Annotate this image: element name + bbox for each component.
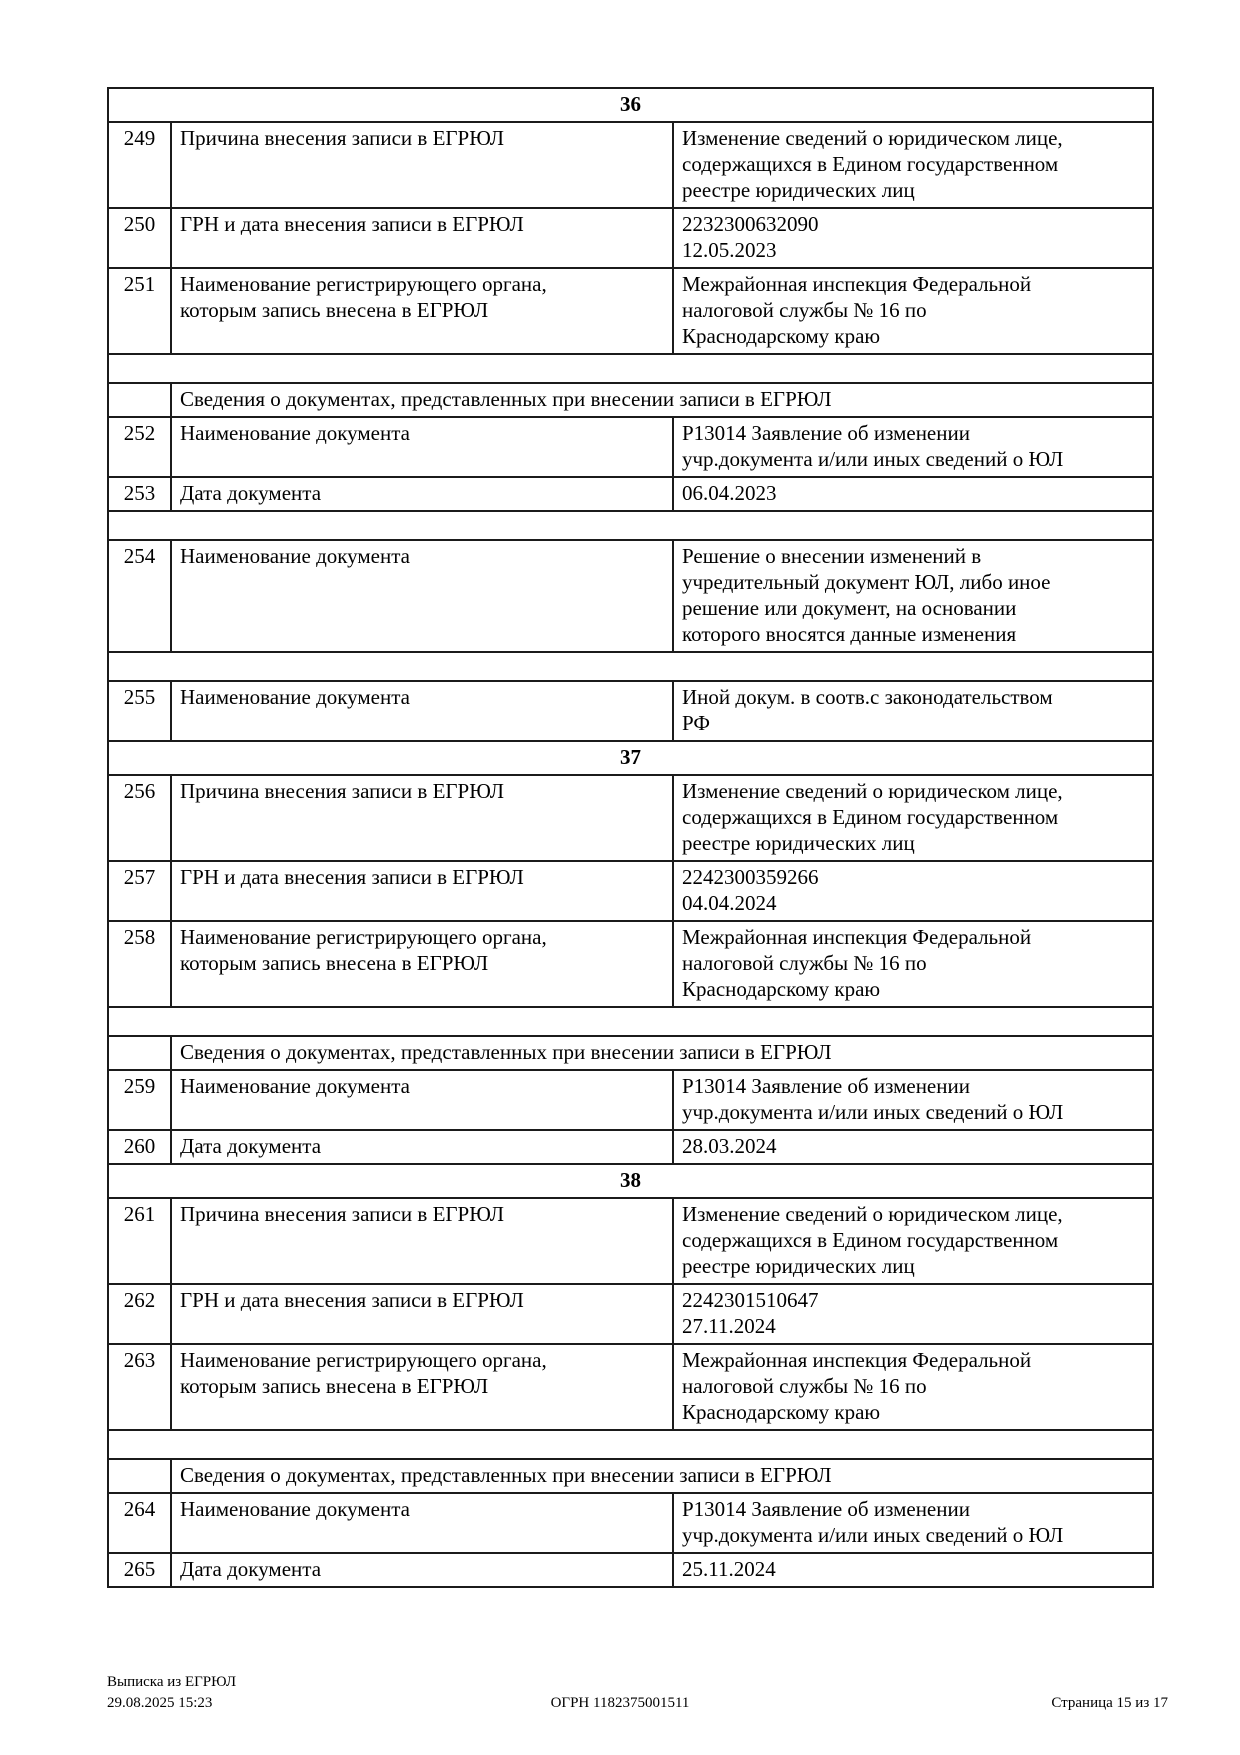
row-number-cell: 250: [108, 208, 171, 268]
text-line: Дата документа: [180, 481, 322, 505]
table-row: [108, 1553, 1153, 1587]
field-label-cell: [171, 1344, 673, 1430]
section-number-row: [108, 741, 1153, 775]
field-label-cell: [171, 775, 673, 861]
text-line: Причина внесения записи в ЕГРЮЛ: [180, 1202, 505, 1226]
spacer-row: [108, 1430, 1153, 1459]
text-line: Наименование документа: [180, 421, 410, 445]
field-value-cell: [673, 1344, 1153, 1430]
field-label-cell: [171, 477, 673, 511]
field-label-cell: [171, 1130, 673, 1164]
row-number-cell: 258: [108, 921, 171, 1007]
text-line: которым запись внесена в ЕГРЮЛ: [180, 1374, 489, 1398]
row-number-cell: [108, 1036, 171, 1070]
text-line: Р13014 Заявление об изменении: [682, 1074, 970, 1098]
row-number-cell: 257: [108, 861, 171, 921]
footer-ogrn: ОГРН 1182375001511: [550, 1695, 690, 1711]
row-number-cell: 263: [108, 1344, 171, 1430]
text-line: Наименование документа: [180, 544, 410, 568]
table-row: [108, 417, 1153, 477]
field-value-cell: [673, 1493, 1153, 1553]
egrul-records-table: [107, 87, 1154, 1588]
table-row: [108, 775, 1153, 861]
text-line: налоговой службы № 16 по: [682, 1374, 927, 1398]
spacer-cell: [108, 652, 1153, 681]
section-number-cell: 37: [108, 741, 1153, 775]
field-label-cell: [171, 122, 673, 208]
table-row: [108, 477, 1153, 511]
subheader-row: [108, 1036, 1153, 1070]
text-line: учр.документа и/или иных сведений о ЮЛ: [682, 1523, 1064, 1547]
subheader-cell: Сведения о документах, представленных при внесении записи в ЕГРЮЛ: [171, 383, 1153, 417]
footer-doc-title: Выписка из ЕГРЮЛ: [107, 1674, 236, 1690]
spacer-row: [108, 652, 1153, 681]
text-line: которым запись внесена в ЕГРЮЛ: [180, 951, 489, 975]
text-line: Причина внесения записи в ЕГРЮЛ: [180, 779, 505, 803]
text-line: содержащихся в Едином государственном: [682, 152, 1059, 176]
field-label-cell: [171, 208, 673, 268]
text-line: решение или документ, на основании: [682, 596, 1017, 620]
text-line: 06.04.2023: [682, 481, 777, 505]
text-line: Межрайонная инспекция Федеральной: [682, 1348, 1032, 1372]
field-value-cell: [673, 208, 1153, 268]
table-row: [108, 681, 1153, 741]
field-label-cell: [171, 861, 673, 921]
field-value-cell: [673, 775, 1153, 861]
row-number-cell: 261: [108, 1198, 171, 1284]
field-label-cell: [171, 681, 673, 741]
spacer-cell: [108, 354, 1153, 383]
field-value-cell: [673, 1553, 1153, 1587]
footer-datetime: 29.08.2025 15:23: [107, 1695, 213, 1711]
text-line: Наименование регистрирующего органа,: [180, 272, 547, 296]
row-number-cell: 265: [108, 1553, 171, 1587]
table-row: [108, 1198, 1153, 1284]
text-line: Межрайонная инспекция Федеральной: [682, 272, 1032, 296]
spacer-row: [108, 354, 1153, 383]
field-label-cell: [171, 540, 673, 652]
spacer-cell: [108, 1007, 1153, 1036]
table-row: [108, 122, 1153, 208]
text-line: 2232300632090: [682, 212, 819, 236]
row-number-cell: 249: [108, 122, 171, 208]
section-number-row: [108, 88, 1153, 122]
page-footer: [0, 1672, 1240, 1732]
field-value-cell: [673, 477, 1153, 511]
text-line: Краснодарскому краю: [682, 324, 881, 348]
egrul-records-table-body: [108, 88, 1153, 1587]
subheader-row: [108, 383, 1153, 417]
table-row: [108, 268, 1153, 354]
field-label-cell: [171, 417, 673, 477]
spacer-cell: [108, 511, 1153, 540]
text-line: 2242301510647: [682, 1288, 819, 1312]
text-line: 27.11.2024: [682, 1314, 776, 1338]
text-line: которым запись внесена в ЕГРЮЛ: [180, 298, 489, 322]
text-line: Наименование регистрирующего органа,: [180, 925, 547, 949]
text-line: учредительный документ ЮЛ, либо иное: [682, 570, 1051, 594]
section-number-row: [108, 1164, 1153, 1198]
row-number-cell: 264: [108, 1493, 171, 1553]
text-line: содержащихся в Едином государственном: [682, 805, 1059, 829]
text-line: налоговой службы № 16 по: [682, 298, 927, 322]
table-row: [108, 861, 1153, 921]
text-line: налоговой службы № 16 по: [682, 951, 927, 975]
row-number-cell: 252: [108, 417, 171, 477]
text-line: учр.документа и/или иных сведений о ЮЛ: [682, 1100, 1064, 1124]
text-line: которого вносятся данные изменения: [682, 622, 1017, 646]
table-row: [108, 540, 1153, 652]
text-line: Наименование документа: [180, 685, 410, 709]
text-line: Р13014 Заявление об изменении: [682, 421, 970, 445]
subheader-cell: Сведения о документах, представленных при внесении записи в ЕГРЮЛ: [171, 1459, 1153, 1493]
text-line: учр.документа и/или иных сведений о ЮЛ: [682, 447, 1064, 471]
text-line: Иной докум. в соотв.с законодательством: [682, 685, 1053, 709]
text-line: Изменение сведений о юридическом лице,: [682, 126, 1063, 150]
table-row: [108, 1344, 1153, 1430]
footer-page-indicator: Страница 15 из 17: [1051, 1695, 1168, 1711]
text-line: 12.05.2023: [682, 238, 777, 262]
row-number-cell: 251: [108, 268, 171, 354]
table-row: [108, 208, 1153, 268]
field-label-cell: [171, 1198, 673, 1284]
text-line: 2242300359266: [682, 865, 819, 889]
section-number-cell: 38: [108, 1164, 1153, 1198]
text-line: Дата документа: [180, 1557, 322, 1581]
text-line: 25.11.2024: [682, 1557, 776, 1581]
section-number-cell: 36: [108, 88, 1153, 122]
field-label-cell: [171, 1284, 673, 1344]
field-value-cell: [673, 268, 1153, 354]
field-value-cell: [673, 1130, 1153, 1164]
text-line: ГРН и дата внесения записи в ЕГРЮЛ: [180, 1288, 524, 1312]
text-line: ГРН и дата внесения записи в ЕГРЮЛ: [180, 865, 524, 889]
text-line: Межрайонная инспекция Федеральной: [682, 925, 1032, 949]
table-row: [108, 1284, 1153, 1344]
field-label-cell: [171, 268, 673, 354]
text-line: РФ: [682, 711, 710, 735]
text-line: реестре юридических лиц: [682, 1254, 915, 1278]
field-label-cell: [171, 1493, 673, 1553]
text-line: Краснодарскому краю: [682, 1400, 881, 1424]
row-number-cell: 260: [108, 1130, 171, 1164]
spacer-cell: [108, 1430, 1153, 1459]
field-label-cell: [171, 921, 673, 1007]
text-line: Краснодарскому краю: [682, 977, 881, 1001]
text-line: Решение о внесении изменений в: [682, 544, 982, 568]
text-line: Изменение сведений о юридическом лице,: [682, 779, 1063, 803]
row-number-cell: 254: [108, 540, 171, 652]
text-line: Причина внесения записи в ЕГРЮЛ: [180, 126, 505, 150]
text-line: Дата документа: [180, 1134, 322, 1158]
field-value-cell: [673, 861, 1153, 921]
table-row: [108, 1070, 1153, 1130]
field-value-cell: [673, 1284, 1153, 1344]
table-row: [108, 921, 1153, 1007]
text-line: ГРН и дата внесения записи в ЕГРЮЛ: [180, 212, 524, 236]
field-value-cell: [673, 122, 1153, 208]
text-line: 04.04.2024: [682, 891, 777, 915]
table-row: [108, 1130, 1153, 1164]
spacer-row: [108, 511, 1153, 540]
field-value-cell: [673, 1198, 1153, 1284]
subheader-row: [108, 1459, 1153, 1493]
text-line: реестре юридических лиц: [682, 178, 915, 202]
field-value-cell: [673, 540, 1153, 652]
text-line: Наименование регистрирующего органа,: [180, 1348, 547, 1372]
text-line: Наименование документа: [180, 1074, 410, 1098]
field-value-cell: [673, 921, 1153, 1007]
row-number-cell: [108, 1459, 171, 1493]
field-label-cell: [171, 1070, 673, 1130]
text-line: Изменение сведений о юридическом лице,: [682, 1202, 1063, 1226]
spacer-row: [108, 1007, 1153, 1036]
text-line: Наименование документа: [180, 1497, 410, 1521]
subheader-cell: Сведения о документах, представленных при внесении записи в ЕГРЮЛ: [171, 1036, 1153, 1070]
row-number-cell: 259: [108, 1070, 171, 1130]
row-number-cell: 253: [108, 477, 171, 511]
row-number-cell: [108, 383, 171, 417]
row-number-cell: 262: [108, 1284, 171, 1344]
field-value-cell: [673, 1070, 1153, 1130]
text-line: 28.03.2024: [682, 1134, 777, 1158]
text-line: реестре юридических лиц: [682, 831, 915, 855]
table-row: [108, 1493, 1153, 1553]
text-line: Р13014 Заявление об изменении: [682, 1497, 970, 1521]
field-label-cell: [171, 1553, 673, 1587]
row-number-cell: 256: [108, 775, 171, 861]
row-number-cell: 255: [108, 681, 171, 741]
text-line: содержащихся в Едином государственном: [682, 1228, 1059, 1252]
field-value-cell: [673, 417, 1153, 477]
field-value-cell: [673, 681, 1153, 741]
